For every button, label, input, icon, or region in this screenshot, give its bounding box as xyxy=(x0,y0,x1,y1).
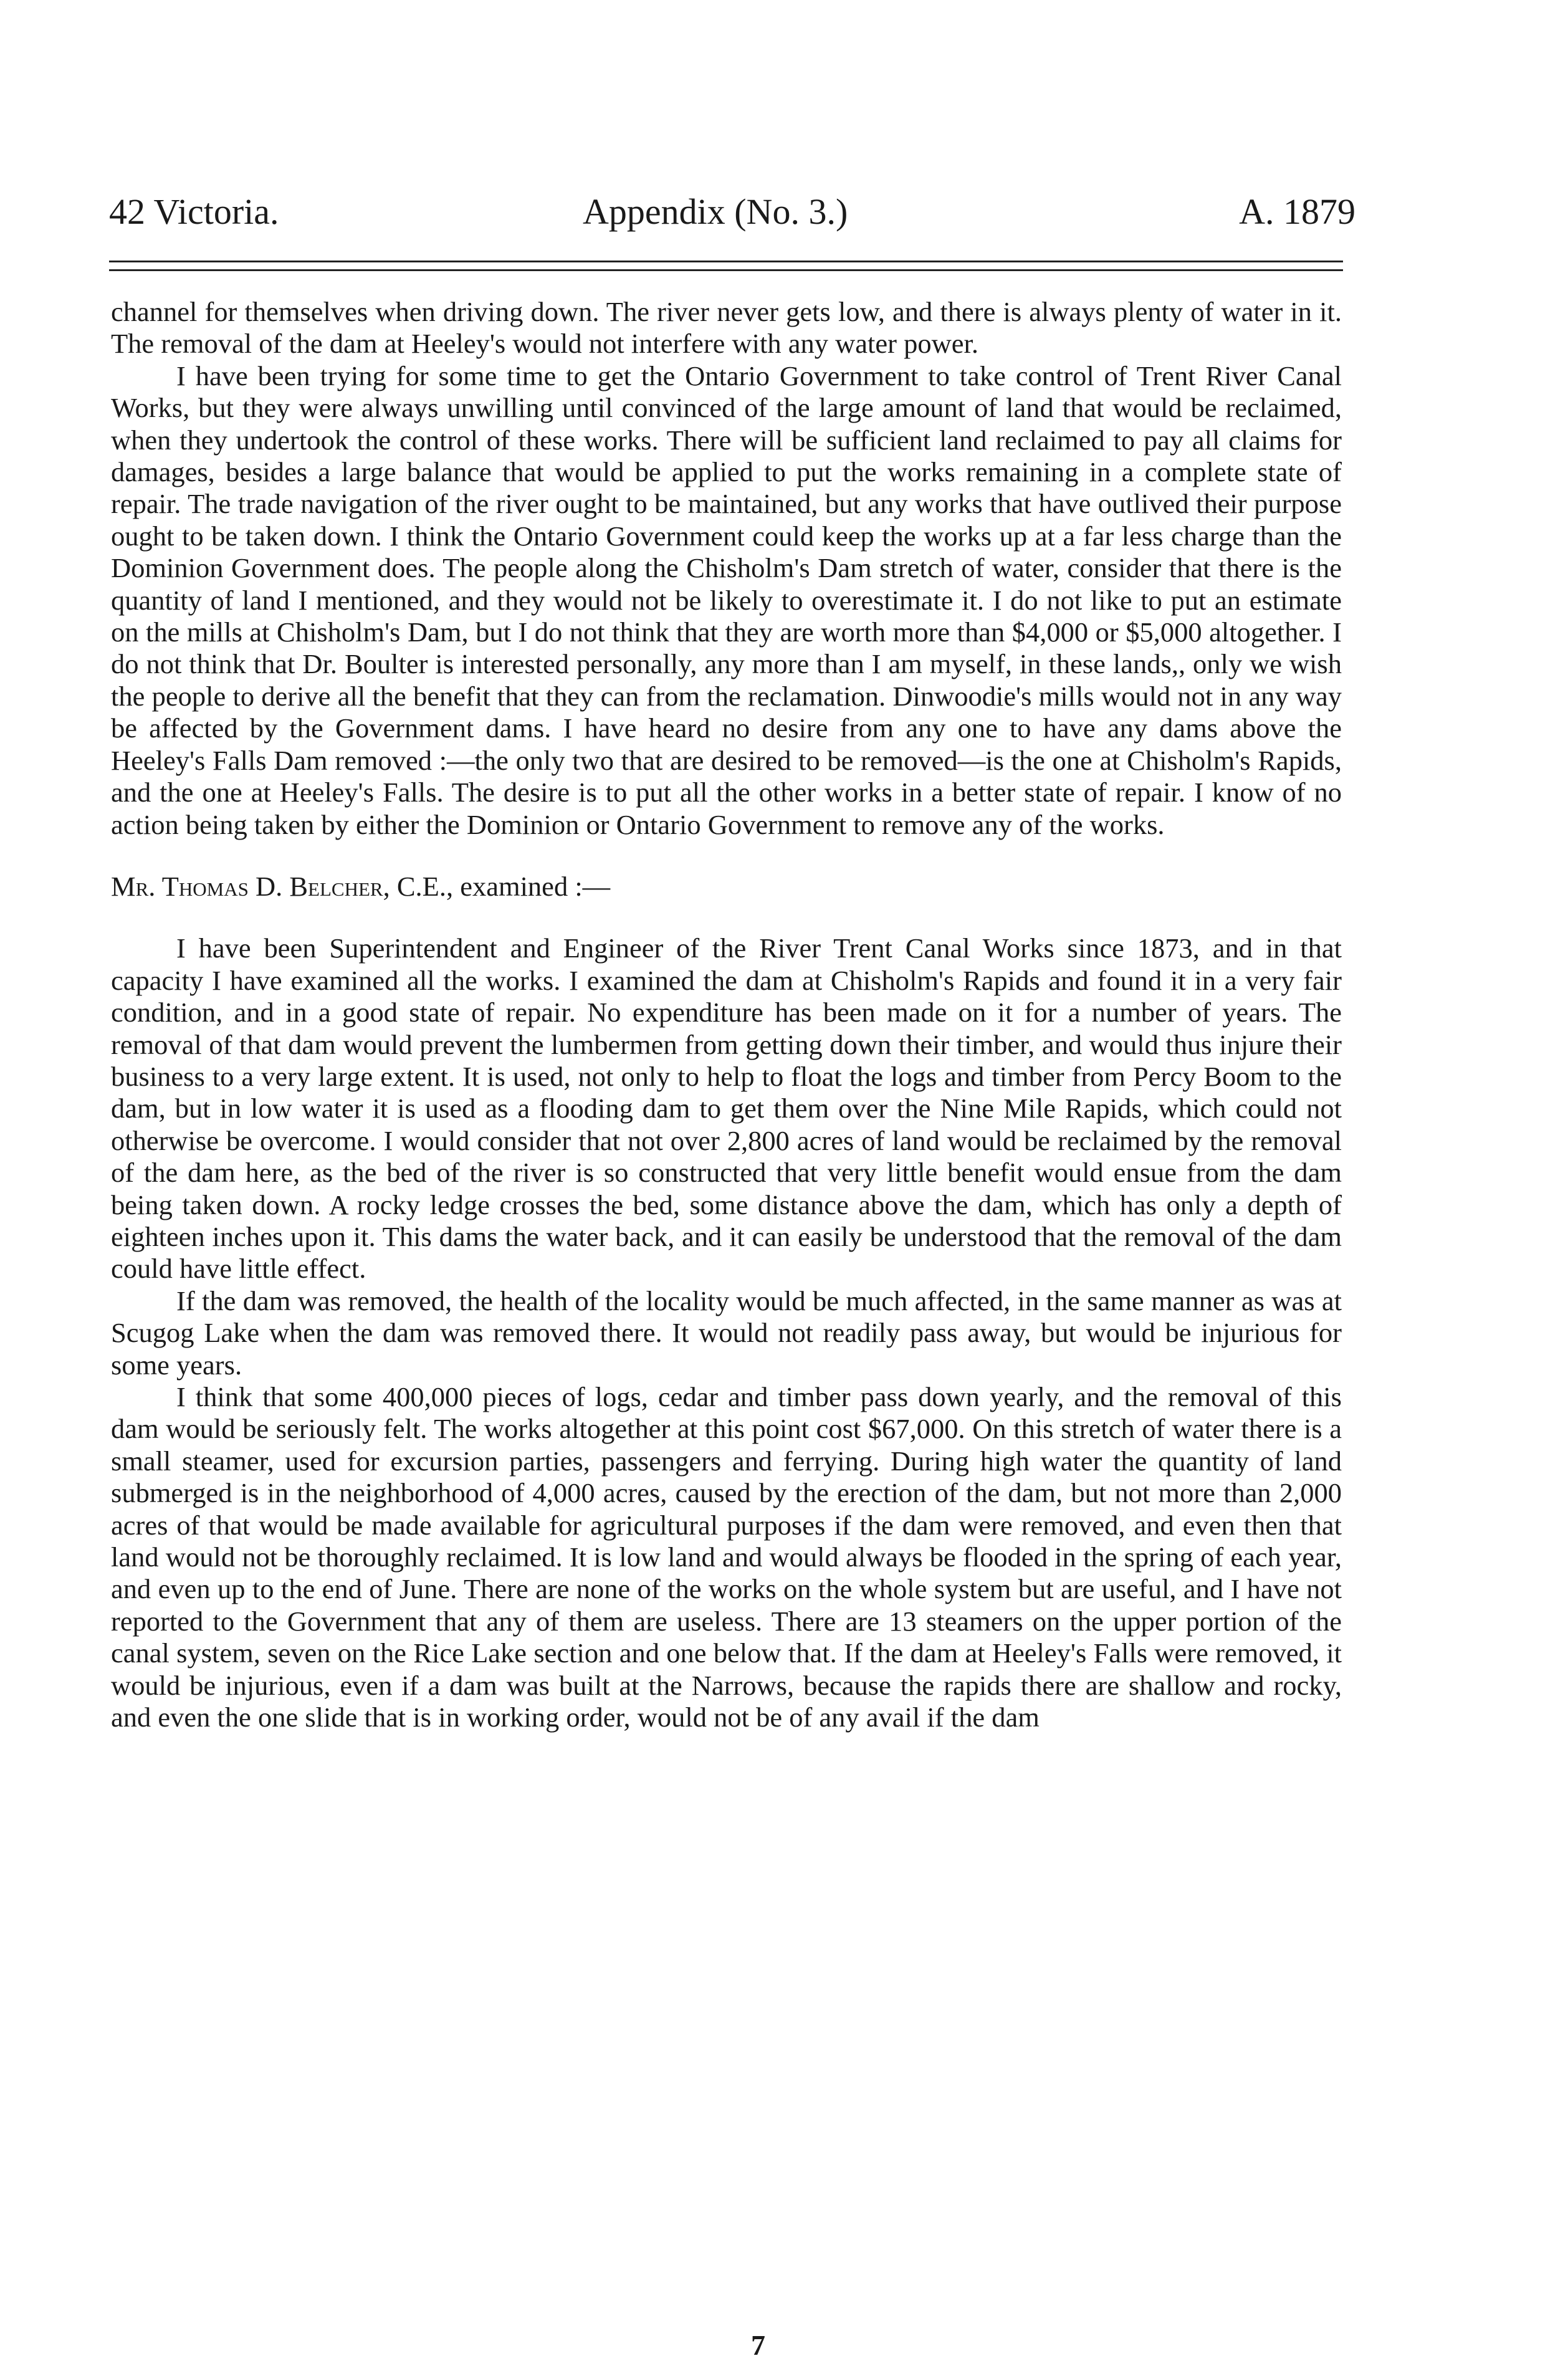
paragraph: If the dam was removed, the health of the locality would be much affected, in the same manner as was at Scugog Lake when the dam was removed there. It would not readily pass away, but would be injurious for some years. xyxy=(111,1285,1342,1381)
paragraph: I think that some 400,000 pieces of logs, cedar and timber pass down yearly, and the removal of this dam would be seriously felt. The works altogether at this point cost $67,000. On this stretch of water there is a small steamer, used for excursion parties, passengers and ferrying. During high water the quantity of land submerged is in the neighborhood of 4,000 acres, caused by the erection of the dam, but not more than 2,000 acres of that would be made available for agricultural purposes if the dam were removed, and even then that land would not be thoroughly reclaimed. It is low land and would always be flooded in the spring of each year, and even up to the end of June. There are none of the works on the whole system but are useful, and I have not reported to the Government that any of them are useless. There are 13 steamers on the upper portion of the canal system, seven on the Rice Lake section and one below that. If the dam at Heeley's Falls were removed, it would be injurious, even if a dam was built at the Narrows, because the rapids there are shallow and rocky, and even the one slide that is in working order, would not be of any avail if the dam xyxy=(111,1381,1342,1733)
witness-heading xyxy=(111,871,1342,903)
body-text xyxy=(111,296,1342,1733)
page-number: 7 xyxy=(751,2329,765,2361)
header-session: 42 Victoria. xyxy=(109,191,279,232)
paragraph-continuation: channel for themselves when driving down. The river never gets low, and there is always plenty of water in it. The removal of the dam at Heeley's would not interfere with any water power. xyxy=(111,296,1342,360)
paragraph: I have been Superintendent and Engineer of the River Trent Canal Works since 1873, and in that capacity I have examined all the works. I examined the dam at Chisholm's Rapids and found it in a very fair condition, and in a good state of repair. No expenditure has been made on it for a number of years. The removal of that dam would prevent the lumbermen from getting down their timber, and would thus injure their business to a very large extent. It is used, not only to help to float the logs and timber from Percy Boom to the dam, but in low water it is used as a flooding dam to get them over the Nine Mile Rapids, which could not otherwise be overcome. I would consider that not over 2,800 acres of land would be reclaimed by the removal of the dam here, as the bed of the river is so constructed that very little benefit would ensue from the dam being taken down. A rocky ledge crosses the bed, some distance above the dam, which has only a depth of eighteen inches upon it. This dams the water back, and it can easily be understood that the removal of the dam could have little effect. xyxy=(111,932,1342,1285)
header-rule-bottom xyxy=(109,269,1343,271)
page-header xyxy=(109,187,1355,237)
header-appendix: Appendix (No. 3.) xyxy=(583,191,848,232)
paragraph: I have been trying for some time to get the Ontario Government to take control of Trent River Canal Works, but they were always unwilling until convinced of the large amount of land that would be reclaimed, when they undertook the control of these works. There will be sufficient land reclaimed to pay all claims for damages, besides a large balance that would be applied to put the works remaining in a complete state of repair. The trade navigation of the river ought to be maintained, but any works that have outlived their purpose ought to be taken down. I think the Ontario Government could keep the works up at a far less charge than the Dominion Government does. The people along the Chisholm's Dam stretch of water, consider that there is the quantity of land I mentioned, and they would not be likely to overestimate it. I do not like to put an estimate on the mills at Chisholm's Dam, but I do not think that they are worth more than $4,000 or $5,000 altogether. I do not think that Dr. Boulter is interested personally, any more than I am myself, in these lands,, only we wish the people to derive all the benefit that they can from the reclamation. Dinwoodie's mills would not in any way be affected by the Government dams. I have heard no desire from any one to have any dams above the Heeley's Falls Dam removed :—the only two that are desired to be removed—is the one at Chisholm's Rapids, and the one at Heeley's Falls. The desire is to put all the other works in a better state of repair. I know of no action being taken by either the Dominion or Ontario Government to remove any of the works. xyxy=(111,360,1342,840)
header-year: A. 1879 xyxy=(1239,191,1355,232)
witness-name: Mr. Thomas D. Belcher, xyxy=(111,870,390,902)
witness-examined: C.E., examined :— xyxy=(390,870,611,902)
header-rule-top xyxy=(109,261,1343,262)
